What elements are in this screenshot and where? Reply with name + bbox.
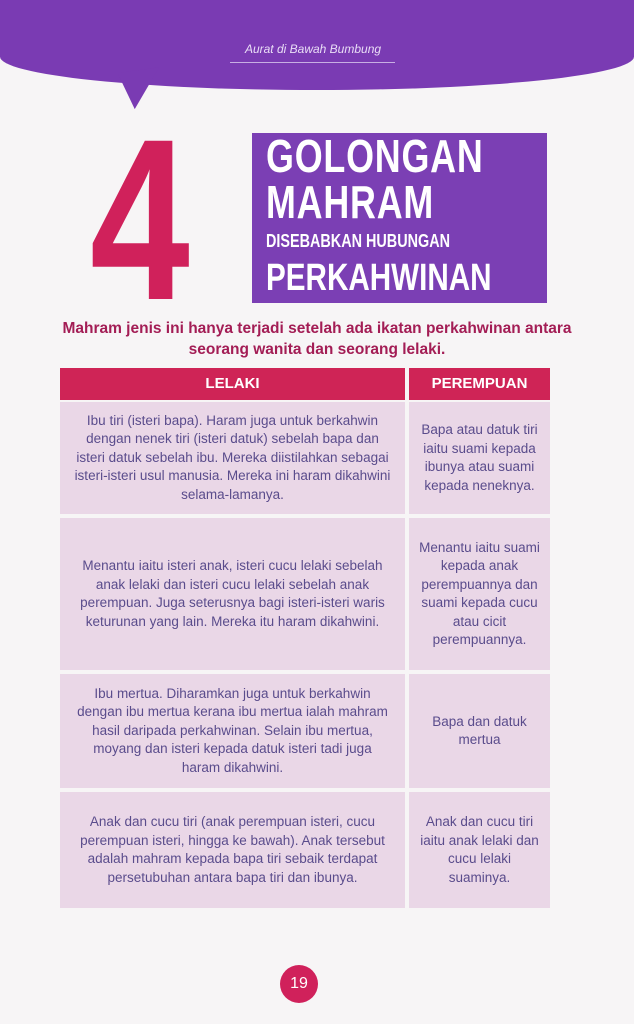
- table-cell-perempuan: Bapa atau datuk tiri iaitu suami kepada ibunya atau suami kepada neneknya.: [409, 402, 550, 514]
- title-number: 4: [90, 91, 187, 348]
- header-perempuan: [409, 368, 550, 400]
- page-number: 19: [280, 965, 318, 1003]
- header-lelaki-label: LELAKI: [205, 375, 260, 392]
- table-cell-perempuan: Bapa dan datuk mertua: [409, 674, 550, 788]
- title-subtitle: DISEBABKAN HUBUNGAN: [266, 231, 451, 251]
- table-cell-lelaki: Ibu mertua. Diharamkan juga untuk berkahwin dengan ibu mertua kerana ibu mertua ialah mahram hasil daripada perkahwinan. Selain ibu mertua, moyang dan isteri kepada datuk isteri tadi juga haram dikahwini.: [60, 674, 405, 788]
- table-cell-perempuan: Menantu iaitu suami kepada anak perempuannya dan suami kepada cucu atau cicit perempuannya.: [409, 518, 550, 670]
- running-title: Aurat di Bawah Bumbung: [244, 42, 382, 56]
- title-line1: GOLONGAN: [266, 130, 484, 182]
- title-line3: PERKAHWINAN: [266, 257, 492, 299]
- header-perempuan-label: PEREMPUAN: [431, 375, 528, 392]
- table-cell-lelaki: Menantu iaitu isteri anak, isteri cucu lelaki sebelah anak lelaki dan isteri cucu lelaki sebelah anak perempuan. Juga seterusnya bagi isteri-isteri waris keturunan yang lain. Mereka itu haram dikahwini.: [60, 518, 405, 670]
- header-lelaki: [60, 368, 405, 400]
- table-cell-lelaki: Anak dan cucu tiri (anak perempuan isteri, cucu perempuan isteri, hingga ke bawah). Anak tersebut adalah mahram kepada bapa tiri sebaik terdapat persetubuhan antara bapa tiri dan ibunya.: [60, 792, 405, 908]
- intro-text: Mahram jenis ini hanya terjadi setelah ada ikatan perkahwinan antara seorang wanita dan seorang lelaki.: [62, 320, 572, 358]
- running-title-rule: [230, 62, 395, 63]
- table-cell-perempuan: Anak dan cucu tiri iaitu anak lelaki dan cucu lelaki suaminya.: [409, 792, 550, 908]
- title-line2: MAHRAM: [266, 176, 435, 228]
- table-cell-lelaki: Ibu tiri (isteri bapa). Haram juga untuk berkahwin dengan nenek tiri (isteri datuk) sebelah bapa dan isteri datuk sebelah ibu. Mereka diistilahkan sebagai isteri-isteri usul manusia. Mereka ini haram dikahwini selama-lamanya.: [60, 402, 405, 514]
